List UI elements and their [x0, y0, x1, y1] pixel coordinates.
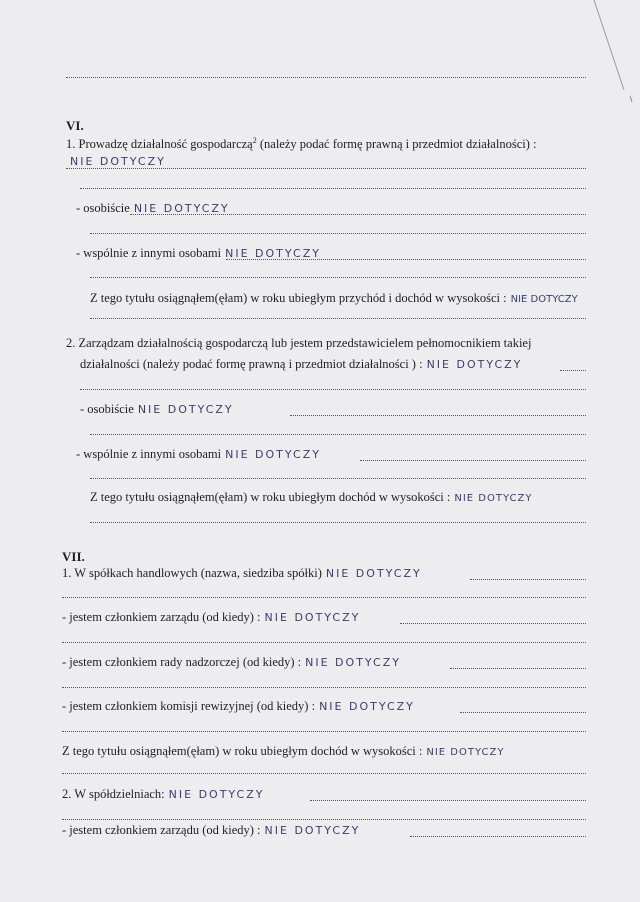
section-vi-title: VI. [66, 118, 84, 133]
dotted-line [90, 434, 586, 435]
handwritten-answer: NIE DOTYCZY [305, 656, 401, 669]
dotted-line [290, 415, 586, 416]
handwritten-answer: NIE DOTYCZY [264, 611, 361, 624]
s6-osobiscie: - osobiście NIE DOTYCZY [76, 201, 230, 215]
dotted-line [90, 318, 586, 319]
dotted-line [90, 233, 586, 234]
s6-wspolnie: - wspólnie z innymi osobami NIE DOTYCZY [76, 246, 321, 260]
dotted-line [400, 623, 586, 624]
s6-item1-line1: 1. Prowadzę działalność gospodarczą$^2$ (należy podać formę prawną i przedmiot działalności) : [66, 136, 537, 152]
handwritten-answer: NIE DOTYCZY [70, 155, 166, 168]
dotted-line [62, 819, 586, 820]
handwritten-answer: NIE DOTYCZY [168, 788, 265, 801]
handwritten-answer: NIE DOTYCZY [133, 202, 230, 215]
dotted-line [90, 277, 586, 278]
dotted-line [226, 259, 586, 260]
dotted-line [80, 188, 586, 189]
handwritten-answer: NIE DOTYCZY [264, 824, 361, 837]
handwritten-answer: NIE DOTYCZY [426, 358, 523, 371]
dotted-line [450, 668, 586, 669]
dotted-line [62, 773, 586, 774]
dotted-line [560, 370, 586, 371]
s6-item2-line1: 2. Zarządzam działalnością gospodarczą lub jestem przedstawicielem pełnomocnikiem takiej [66, 336, 532, 350]
s6-item2-wspolnie: - wspólnie z innymi osobami NIE DOTYCZY [76, 447, 321, 461]
s7-rada: - jestem członkiem rady nadzorczej (od kiedy) : NIE DOTYCZY [62, 655, 401, 669]
dotted-line [130, 214, 586, 215]
dotted-line [80, 389, 586, 390]
dotted-line [62, 642, 586, 643]
handwritten-answer: NIE DOTYCZY [325, 567, 422, 580]
dotted-line [62, 597, 586, 598]
handwritten-answer: NIE DOTYCZY [225, 247, 321, 260]
handwritten-answer: NIE DOTYCZY [319, 700, 415, 713]
dotted-line [460, 712, 586, 713]
section-vii-title: VII. [62, 549, 85, 564]
s6-item2-osobiscie: - osobiście NIE DOTYCZY [80, 402, 234, 416]
dotted-line [66, 77, 586, 78]
s6-item2-line2: działalności (należy podać formę prawną i przedmiot działalności ) : NIE DOTYCZY [80, 357, 523, 371]
dotted-line [310, 800, 586, 801]
s7-ztytulu: Z tego tytułu osiągnąłem(ęłam) w roku ubiegłym dochód w wysokości : NIE DOTYCZY [62, 744, 505, 758]
handwritten-answer: NIE DOTYCZY [510, 294, 578, 305]
s7-spoldzielnie: 2. W spółdzielniach: NIE DOTYCZY [62, 787, 265, 801]
s7-item1: 1. W spółkach handlowych (nazwa, siedziba spółki) NIE DOTYCZY [62, 566, 422, 580]
s7-zarzad: - jestem członkiem zarządu (od kiedy) : NIE DOTYCZY [62, 610, 361, 624]
handwritten-answer: NIE DOTYCZY [137, 403, 234, 416]
handwritten-answer: NIE DOTYCZY [454, 493, 533, 504]
dotted-line [90, 522, 586, 523]
s7-zarzad-spoldzielni: - jestem członkiem zarządu (od kiedy) : NIE DOTYCZY [62, 823, 361, 837]
page-fold-mark [580, 0, 640, 110]
dotted-line [62, 731, 586, 732]
s6-item1-answer [66, 154, 170, 169]
handwritten-answer: NIE DOTYCZY [426, 747, 505, 758]
dotted-line [62, 687, 586, 688]
dotted-line [360, 460, 586, 461]
s6-ztytulu-dochod: Z tego tytułu osiągnąłem(ęłam) w roku ubiegłym dochód w wysokości : NIE DOTYCZY [90, 490, 533, 504]
dotted-line [90, 478, 586, 479]
handwritten-answer: NIE DOTYCZY [225, 448, 321, 461]
s7-komisja: - jestem członkiem komisji rewizyjnej (od kiedy) : NIE DOTYCZY [62, 699, 415, 713]
dotted-line [470, 579, 586, 580]
dotted-line [66, 168, 586, 169]
s6-ztytulu-przychod: Z tego tytułu osiągnąłem(ęłam) w roku ubiegłym przychód i dochód w wysokości : NIE DOTYCZY [90, 291, 578, 305]
dotted-line [410, 836, 586, 837]
